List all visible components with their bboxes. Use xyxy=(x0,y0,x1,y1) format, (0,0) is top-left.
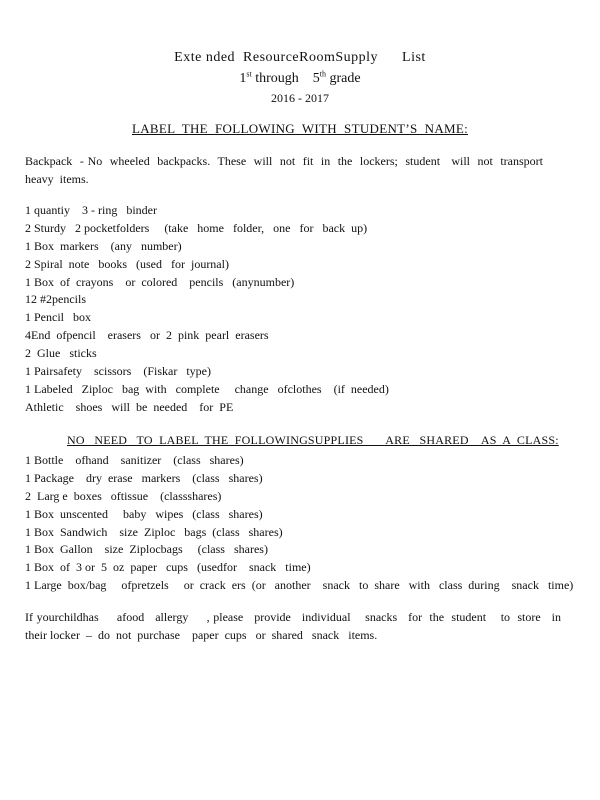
backpack-note: Backpack - No wheeled backpacks. These will not fit in the lockers; student will not transport heavy items. xyxy=(25,154,546,186)
labeled-supplies-list xyxy=(25,202,585,417)
grade-start-suffix: st xyxy=(246,69,252,79)
list-item: 2 Larg e boxes oftissue (classshares) xyxy=(25,488,222,503)
food-allergy-note: If yourchildhas afood allergy , please provide individual snacks for the student to store in their locker – do not purchase paper cups or shared snack items. xyxy=(25,610,567,642)
list-item: 1 Box Sandwich size Ziploc bags (class shares) xyxy=(25,524,283,539)
grade-through: through 5 xyxy=(251,71,320,86)
grade-end-suffix: th xyxy=(319,69,327,79)
list-item: 2 Glue sticks xyxy=(25,346,97,361)
grade-start: 1 xyxy=(239,71,247,86)
list-item: 2 Sturdy 2 pocketfolders (take home folder, one for back up) xyxy=(25,220,368,235)
list-item: 1 Large box/bag ofpretzels or crack ers (or another snack to share with class during snack time) xyxy=(25,578,574,593)
list-item: 1 Box of 3 or 5 oz paper cups (usedfor snack time) xyxy=(25,560,311,575)
list-item: 1 Box markers (any number) xyxy=(25,238,182,253)
grade-word: grade xyxy=(326,71,361,86)
document-title: Exte nded ResourceRoomSupply List xyxy=(174,50,426,65)
list-item: 1 Pairsafety scissors (Fiskar type) xyxy=(25,364,211,379)
list-item: 12 #2pencils xyxy=(25,292,86,307)
list-item: 2 Spiral note books (used for journal) xyxy=(25,256,229,271)
label-section-heading: LABEL THE FOLLOWING WITH STUDENT’S NAME: xyxy=(131,121,469,136)
list-item: 1 Labeled Ziploc bag with complete change ofclothes (if needed) xyxy=(25,381,389,396)
list-item: 1 Box of crayons or colored pencils (anynumber) xyxy=(25,274,295,289)
shared-section-heading: NO NEED TO LABEL THE FOLLOWINGSUPPLIES ARE SHARED AS A CLASS: xyxy=(67,433,559,447)
list-item: Athletic shoes will be needed for PE xyxy=(25,399,234,414)
list-item: 1 Bottle ofhand sanitizer (class shares) xyxy=(25,453,244,467)
list-item: 1 Box unscented baby wipes (class shares) xyxy=(25,506,263,521)
list-item: 1 quantiy 3 - ring binder xyxy=(25,203,157,217)
grade-range xyxy=(0,71,600,87)
school-year: 2016 - 2017 xyxy=(271,91,329,105)
list-item: 1 Package dry erase markers (class shares) xyxy=(25,470,263,485)
list-item: 4End ofpencil erasers or 2 pink pearl erasers xyxy=(25,328,269,343)
shared-supplies-list xyxy=(25,452,585,595)
list-item: 1 Pencil box xyxy=(25,310,91,325)
list-item: 1 Box Gallon size Ziplocbags (class shares) xyxy=(25,542,268,557)
